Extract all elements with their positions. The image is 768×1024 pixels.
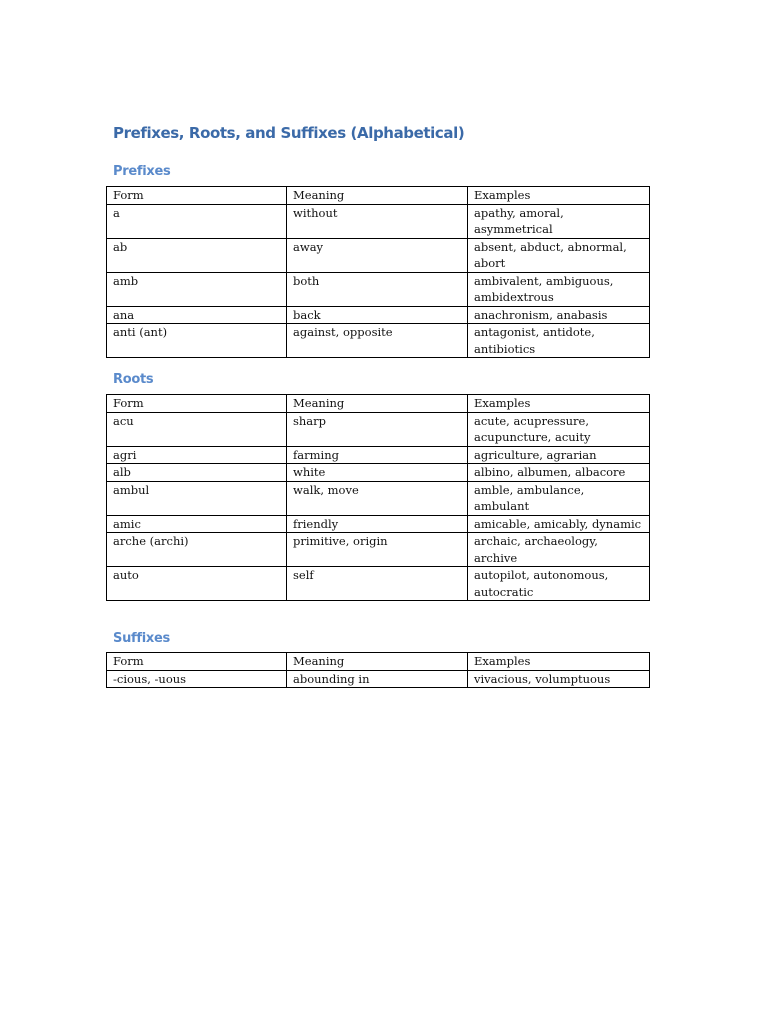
column-header-meaning: Meaning [287, 187, 468, 205]
roots-heading: Roots [113, 372, 154, 387]
cell-examples: agriculture, agrarian [468, 446, 650, 464]
cell-examples: albino, albumen, albacore [468, 464, 650, 482]
table-row [107, 515, 650, 533]
table-row [107, 272, 650, 306]
column-header-examples: Examples [468, 395, 650, 413]
cell-form: auto [107, 567, 287, 601]
cell-form: -cious, -uous [107, 670, 287, 688]
column-header-form: Form [107, 395, 287, 413]
table-row [107, 446, 650, 464]
suffixes-heading: Suffixes [113, 631, 170, 646]
table-row [107, 670, 650, 688]
table-row [107, 412, 650, 446]
cell-examples: amble, ambulance, ambulant [468, 481, 650, 515]
column-header-form: Form [107, 187, 287, 205]
cell-meaning: walk, move [287, 481, 468, 515]
cell-examples: archaic, archaeology, archive [468, 533, 650, 567]
cell-meaning: farming [287, 446, 468, 464]
cell-examples: ambivalent, ambiguous, ambidextrous [468, 272, 650, 306]
prefixes-table [106, 186, 650, 358]
cell-meaning: sharp [287, 412, 468, 446]
table-row [107, 533, 650, 567]
prefixes-heading: Prefixes [113, 164, 171, 179]
table-row [107, 464, 650, 482]
cell-meaning: abounding in [287, 670, 468, 688]
cell-meaning: white [287, 464, 468, 482]
column-header-examples: Examples [468, 653, 650, 671]
cell-meaning: primitive, origin [287, 533, 468, 567]
cell-form: acu [107, 412, 287, 446]
cell-form: ab [107, 238, 287, 272]
cell-form: arche (archi) [107, 533, 287, 567]
column-header-meaning: Meaning [287, 653, 468, 671]
table-row [107, 204, 650, 238]
cell-examples: autopilot, autonomous, autocratic [468, 567, 650, 601]
table-row [107, 481, 650, 515]
page-title: Prefixes, Roots, and Suffixes (Alphabetical) [113, 124, 465, 142]
column-header-form: Form [107, 653, 287, 671]
cell-meaning: away [287, 238, 468, 272]
table-header-row [107, 187, 650, 205]
cell-form: ana [107, 306, 287, 324]
cell-examples: anachronism, anabasis [468, 306, 650, 324]
cell-form: amb [107, 272, 287, 306]
cell-meaning: without [287, 204, 468, 238]
cell-meaning: back [287, 306, 468, 324]
cell-examples: acute, acupressure, acupuncture, acuity [468, 412, 650, 446]
cell-examples: amicable, amicably, dynamic [468, 515, 650, 533]
cell-meaning: self [287, 567, 468, 601]
cell-examples: absent, abduct, abnormal, abort [468, 238, 650, 272]
cell-form: alb [107, 464, 287, 482]
cell-form: ambul [107, 481, 287, 515]
cell-meaning: against, opposite [287, 324, 468, 358]
cell-form: amic [107, 515, 287, 533]
cell-meaning: both [287, 272, 468, 306]
cell-form: a [107, 204, 287, 238]
column-header-examples: Examples [468, 187, 650, 205]
cell-form: anti (ant) [107, 324, 287, 358]
suffixes-table [106, 652, 650, 688]
roots-table [106, 394, 650, 601]
cell-meaning: friendly [287, 515, 468, 533]
table-row [107, 306, 650, 324]
table-header-row [107, 653, 650, 671]
cell-form: agri [107, 446, 287, 464]
column-header-meaning: Meaning [287, 395, 468, 413]
table-row [107, 567, 650, 601]
table-header-row [107, 395, 650, 413]
cell-examples: vivacious, volumptuous [468, 670, 650, 688]
table-row [107, 238, 650, 272]
cell-examples: antagonist, antidote, antibiotics [468, 324, 650, 358]
cell-examples: apathy, amoral, asymmetrical [468, 204, 650, 238]
table-row [107, 324, 650, 358]
